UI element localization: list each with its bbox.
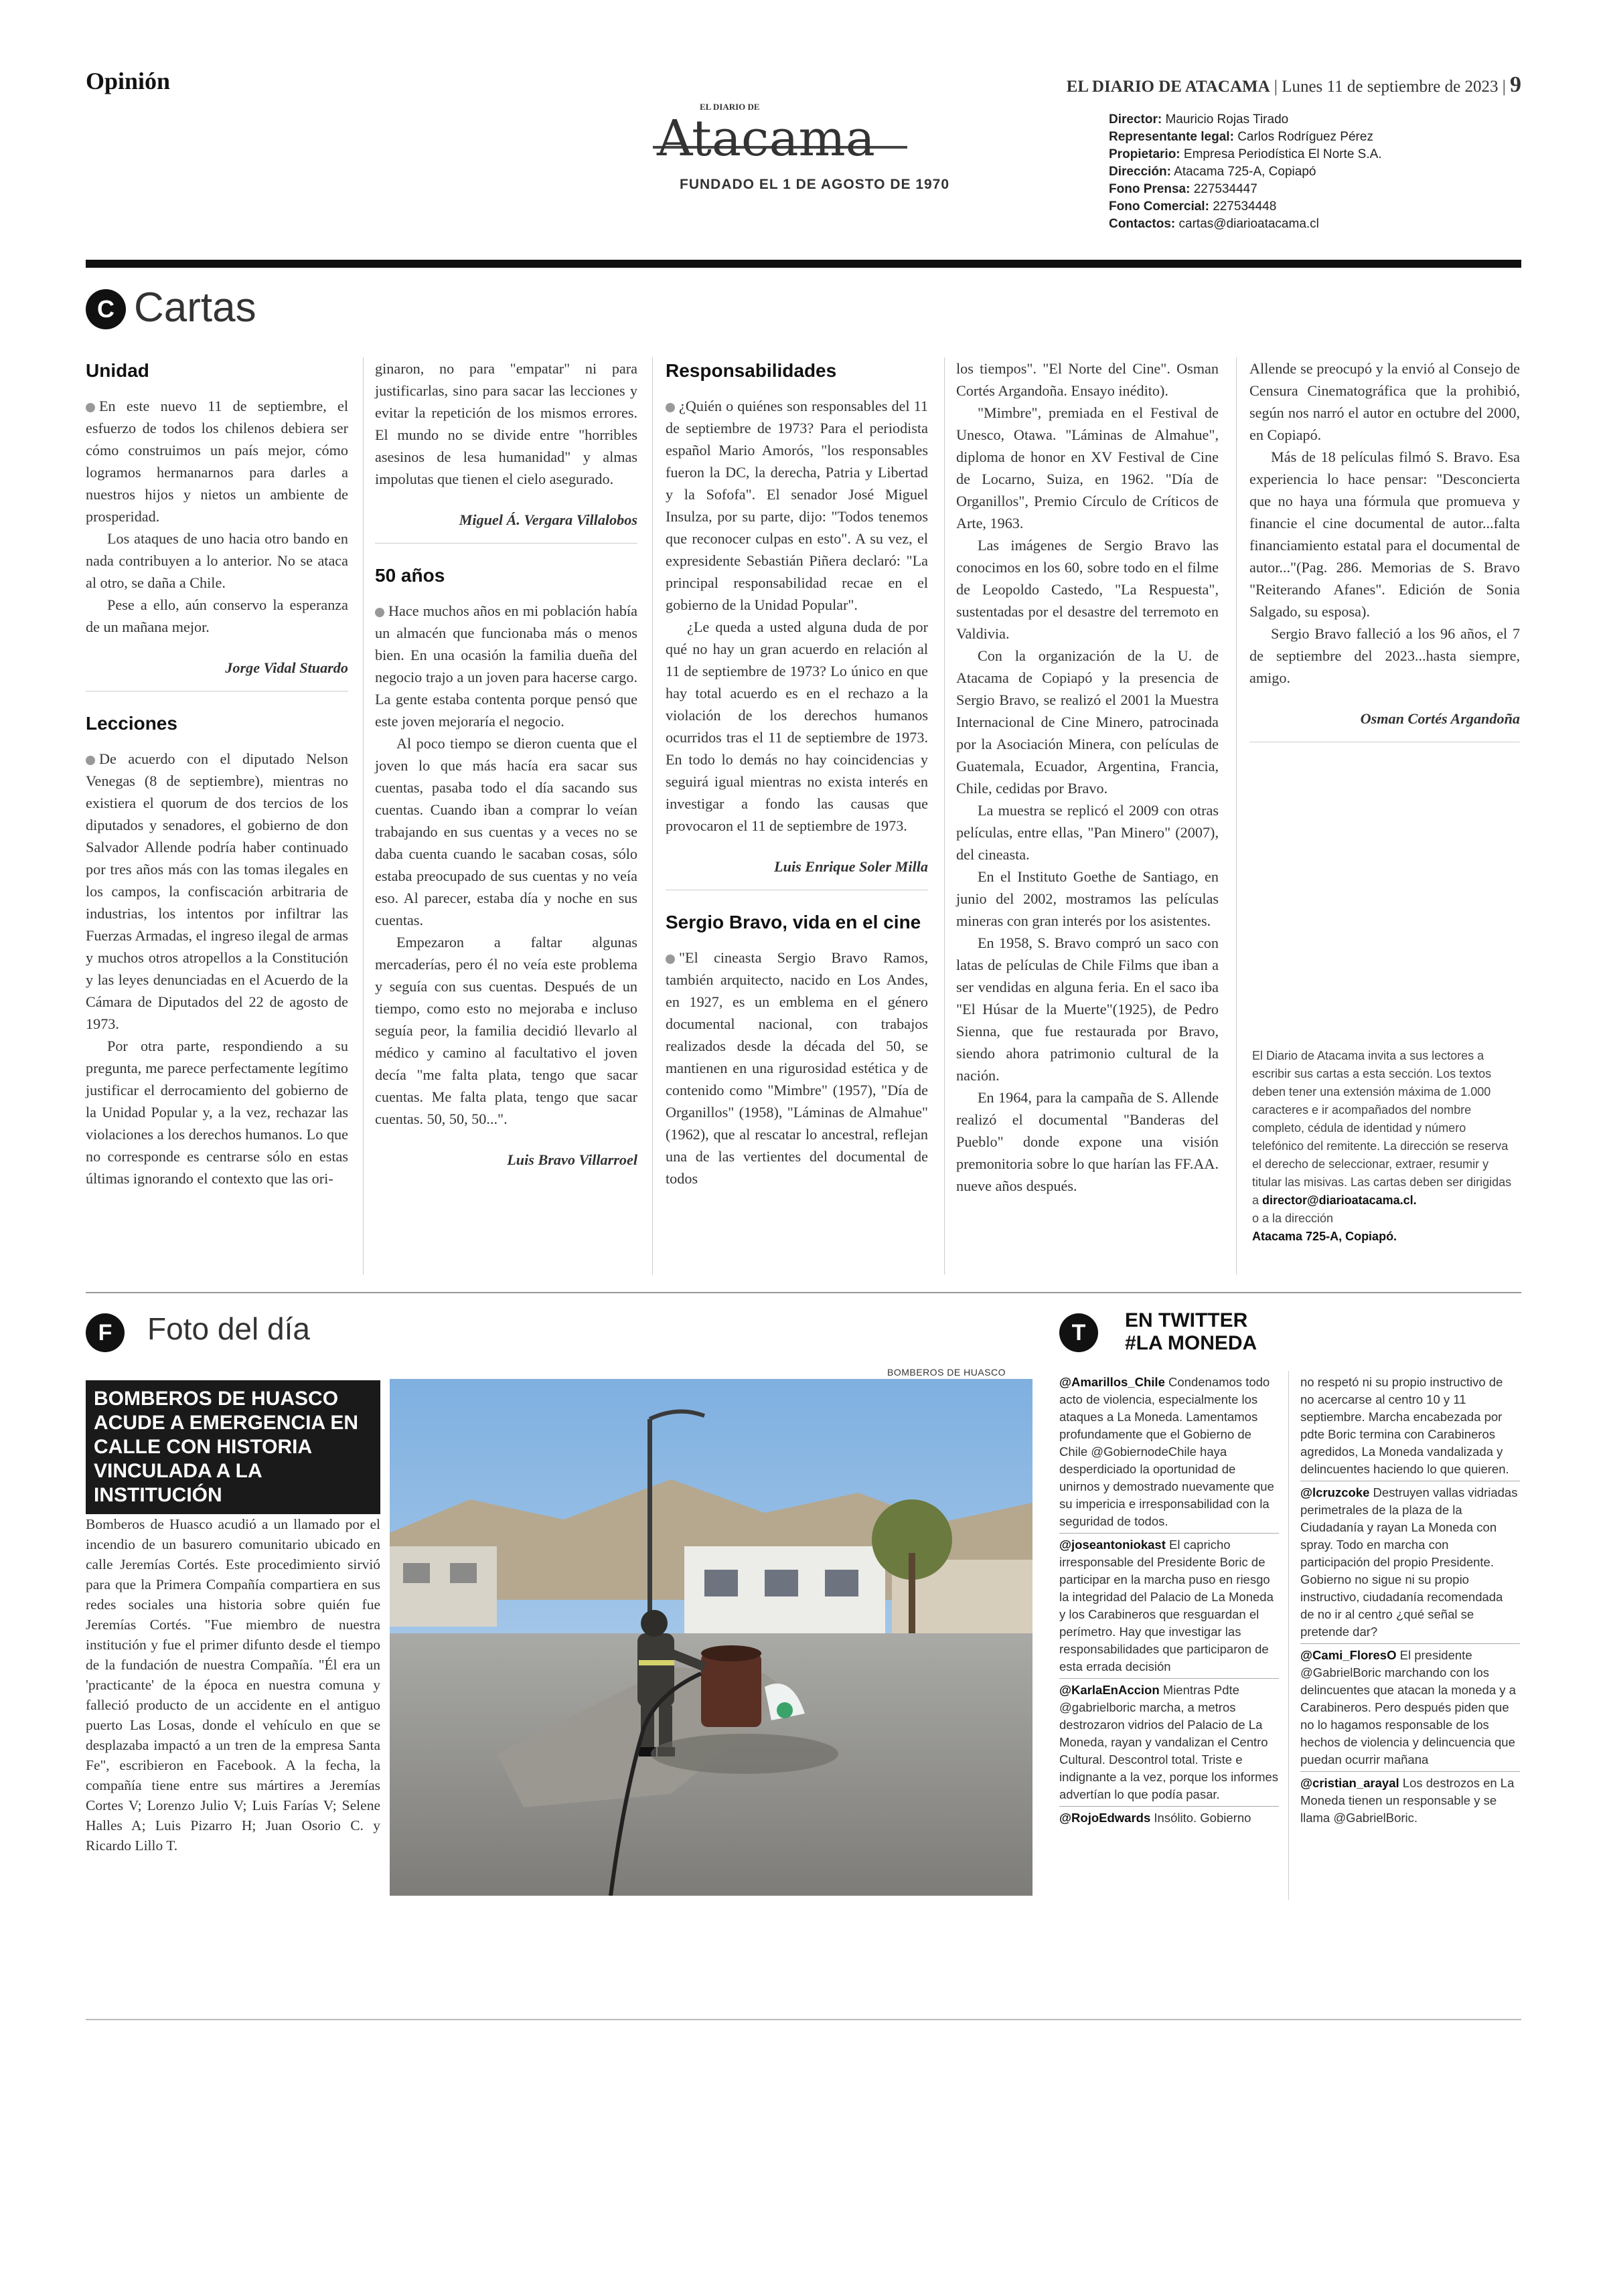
tweet: @Amarillos_Chile Condenamos todo acto de violencia, especialmente los ataques a La Moneda. Lamentamos profundamente que el Gobierno de Chile @GobiernodeChile haya desperdiciado la oportunidad de unirnos y demostrado nuevamente que su impericia e irresponsabilidad con la seguridad de todos. — [1059, 1371, 1279, 1534]
twitter-title: EN TWITTER #LA MONEDA — [1125, 1309, 1257, 1354]
letter-paragraph: Los ataques de uno hacia otro bando en nada contribuyen a lo anterior. No se ataca al otro, se daña a Chile. — [86, 530, 348, 591]
tweet: @lcruzcoke Destruyen vallas vidriadas perimetrales de la plaza de la Ciudadanía y rayan La Moneda con spray. Todo en marcha con participación del propio Presidente. Gobierno no sigue ni su propio instructivo, ciudadanía recomendada de no ir al centro ¿qué señal se pretende dar? — [1300, 1481, 1520, 1644]
page-number: 9 — [1510, 72, 1521, 97]
cartas-column-4 — [956, 357, 1219, 1197]
letter-title: Responsabilidades — [666, 360, 837, 381]
letter-paragraph: Por otra parte, respondiendo a su pregunta, me parece perfectamente legítimo justificar el derrocamiento del gobierno de la Unidad Popular y, a la vez, rechazar las violaciones a los derechos humanos. Lo que no corresponde es centrarse sólo en estas últimas ignorando el contexto que las ori- — [86, 1038, 348, 1187]
staff-row[interactable]: Contactos: cartas@diarioatacama.cl — [1109, 217, 1319, 231]
bullet-icon — [86, 756, 95, 765]
staff-row: Fono Prensa: 227534447 — [1109, 182, 1257, 196]
logo-main-text: Atacama — [657, 110, 875, 162]
foto-icon: F — [86, 1313, 125, 1352]
tweets-column-2 — [1300, 1371, 1520, 1829]
bullet-icon — [86, 403, 95, 412]
letter-paragraph: Sergio Bravo falleció a los 96 años, el 7 de septiembre del 2023...hasta siempre, amigo. — [1249, 625, 1520, 686]
cartas-column-5 — [1249, 357, 1520, 742]
tweets-column-1 — [1059, 1371, 1279, 1829]
staff-row: Propietario: Empresa Periodística El Norte S.A. — [1109, 147, 1382, 161]
letter-paragraph: En este nuevo 11 de septiembre, el esfuerzo de todos los chilenos debiera ser cómo construimos un país mejor, cómo logramos hermanarnos para darles a nuestros hijos y nietos un ambiente de prosperidad. — [86, 398, 348, 525]
letter-title: Sergio Bravo, vida en el cine — [666, 912, 921, 932]
letter-signature: Luis Enrique Soler Milla — [774, 858, 928, 875]
cartas-icon: C — [86, 289, 126, 329]
foto-headline: BOMBEROS DE HUASCO ACUDE A EMERGENCIA EN CALLE CON HISTORIA VINCULADA A LA INSTITUCIÓN — [86, 1380, 380, 1514]
foto-caption: Bomberos de Huasco acudió a un llamado por el incendio de un basurero comunitario ubicado en calle Jeremías Cortés. Este procedimiento sirvió para que la Primera Compañía compartiera en sus redes sociales una historia sobre quién fue Jeremías Cortés. "Fue miembro de nuestra institución y fue el primer difunto desde el tiempo de la fundación de nuestra Compañía. "Él era un 'practicante' de la época en nuestra comuna y falleció producto de un accidente en el antiguo puerto Las Losas, donde el vehículo en que se desplazaba impactó a un tren de la empresa Santa Fe", escribieron en Facebook. A la fecha, la compañía tiene entre sus mártires a Jeremías Cortes V; Lorenzo Julio V; Luis Farías V; Selene Halles A; Luis Pizarro H; Juan Osorio C. y Ricardo Lillo T. — [86, 1516, 380, 1854]
letter-title: Unidad — [86, 360, 149, 381]
divider — [375, 543, 637, 544]
cartas-title: Cartas — [134, 284, 256, 331]
letter-paragraph: Al poco tiempo se dieron cuenta que el joven lo que más hacía era sacar sus cuentas, pasaba todo el día sacando sus cuentas. Cuando iban a comprar lo veían trabajando en sus cuentas y a veces no se daba cuenta cuando le sacaban cosas, sólo estaba preocupado de sus cuentas y no veía eso. Al parecer, estaba día y noche en sus cuentas. — [375, 735, 637, 928]
letter-paragraph: De acuerdo con el diputado Nelson Venegas (8 de septiembre), mientras no existiera el quorum de dos tercios de los diputados y senadores, el gobierno de don Salvador Allende podría haber continuado por tres años más con las tomas ilegales en los campos, la confiscación arbitraria de industrias, los intentos por infiltrar las Fuerzas Armadas, el ingreso ilegal de armas y muchos otros atropellos a la Constitución y las leyes denunciadas en el Acuerdo de la Cámara de Diputados del 22 de agosto de 1973. — [86, 750, 348, 1032]
staff-row: Director: Mauricio Rojas Tirado — [1109, 112, 1289, 127]
tweet: @KarlaEnAccion Mientras Pdte @gabrielboric marcha, a metros destrozaron vidrios del Palacio de La Moneda, rayan y vandalizan el Centro Cultural. Descontrol total. Triste e indignante a la vez, porque los informes advertían lo que podía pasar. — [1059, 1679, 1279, 1807]
letter-paragraph: los tiempos". "El Norte del Cine". Osman Cortés Argandoña. Ensayo inédito). — [956, 360, 1219, 399]
cartas-column-3 — [666, 357, 928, 1190]
section-name: Opinión — [86, 68, 171, 94]
edition-date: Lunes 11 de septiembre de 2023 — [1282, 78, 1499, 96]
letter-paragraph: Pese a ello, aún conservo la esperanza de un mañana mejor. — [86, 596, 348, 635]
tweet-handle[interactable]: @joseantoniokast — [1059, 1538, 1166, 1552]
tweet-handle[interactable]: @Amarillos_Chile — [1059, 1375, 1165, 1389]
letter-paragraph: ginaron, no para "empatar" ni para justificarlas, sino para sacar las lecciones y evitar la repetición de los mismos errores. El mundo no se divide entre "horribles asesinos de lesa humanidad" y almas impolutas que tienen el cielo asegurado. — [375, 360, 637, 487]
letter-title: Lecciones — [86, 713, 177, 734]
letter-paragraph: En 1958, S. Bravo compró un saco con latas de películas de Chile Films que iban a ser vendidas en alguna feria. En el saco iba "El Húsar de la Muerte"(1925), de Pedro Sienna, que fue restaurada por Bravo, siendo ahora patrimonio cultural de la nación. — [956, 934, 1219, 1084]
bullet-icon — [666, 403, 675, 412]
tweet: @joseantoniokast El capricho irresponsable del Presidente Boric de participar en la marcha puso en riesgo la integridad del Palacio de La Moneda y los Carabineros que resguardan el perímetro. Hay que investigar las responsabilidades que participaron de esta errada decisión — [1059, 1534, 1279, 1679]
photo-credit: BOMBEROS DE HUASCO — [887, 1367, 1006, 1378]
paper-name: EL DIARIO DE ATACAMA — [1066, 78, 1270, 96]
letters-notice: El Diario de Atacama invita a sus lectores a escribir sus cartas a esta sección. Los textos deben tener una extensión máxima de 1.000 caracteres e ir acompañados del nombre completo, cédula de identidad y número telefónico del remitente. La dirección se reserva el derecho de seleccionar, extraer, resumir y titular las misivas. Las cartas deben ser dirigidas a director@diarioatacama.cl. o a la dirección Atacama 725-A, Copiapó. — [1252, 1049, 1512, 1243]
logo-small-text: EL DIARIO DE — [700, 102, 760, 112]
notice-email[interactable]: director@diarioatacama.cl. — [1262, 1194, 1417, 1207]
letter-title: 50 años — [375, 565, 445, 586]
letter-paragraph: ¿Le queda a usted alguna duda de por qué no hay un gran acuerdo en relación al 11 de septiembre de 1973? Lo único en que hay total acuerdo es en el rechazo a la violación de los derechos humanos ocurridos tras el 11 de septiembre de 1973. En todo lo demás no hay coincidencias y seguirá igual mientras no exista interés en investigar a fondo las causas que provocaron el 11 de septiembre de 1973. — [666, 619, 928, 834]
letter-paragraph: En 1964, para la campaña de S. Allende realizó el documental "Banderas del Pueblo" donde expone una visión premonitoria sobre lo que harían las FF.AA. nueve años después. — [956, 1089, 1219, 1194]
tweet-handle[interactable]: @lcruzcoke — [1300, 1485, 1370, 1499]
founded-date: FUNDADO EL 1 DE AGOSTO DE 1970 — [680, 177, 950, 192]
twitter-section-icon: T — [1059, 1313, 1098, 1352]
top-rule — [86, 260, 1521, 268]
letter-paragraph: "El cineasta Sergio Bravo Ramos, también arquitecto, nacido en Los Andes, en 1927, es un emblema en el género documental nacional, con trabajos realizados desde la década del 50, se mantienen en una rigurosidad estética y de contenido como "Mimbre" (1957), "Día de Organillos" (1958), "Láminas de Almahue" (1962), que al rescatar lo ancestral, reflejan una de las vertientes del documental de todos — [666, 949, 928, 1187]
letter-paragraph: "Mimbre", premiada en el Festival de Unesco, Otawa. "Láminas de Almahue", diploma de honor en XV Festival de Cine de Locarno, Suiza, en 1962. "Día de Organillos", Premio Círculo de Críticos de Arte, 1963. — [956, 404, 1219, 531]
tweet-handle[interactable]: @cristian_arayal — [1300, 1776, 1399, 1790]
section-rule — [86, 1292, 1521, 1293]
letter-signature: Miguel Á. Vergara Villalobos — [459, 511, 637, 528]
staff-row: Dirección: Atacama 725-A, Copiapó — [1109, 165, 1316, 179]
tweet: @Cami_FloresO El presidente @GabrielBoric marchando con los delincuentes que atacan la moneda y a Carabineros. Pero después piden que no lo hagamos responsable de los hechos de violencia y delincuencia que puedan ocurrir mañana — [1300, 1644, 1520, 1772]
masthead-line: EL DIARIO DE ATACAMA | Lunes 11 de septiembre de 2023 | 9 — [1066, 72, 1521, 97]
firefighter-photo — [390, 1379, 1032, 1896]
staff-row: Fono Comercial: 227534448 — [1109, 199, 1277, 214]
letter-signature: Osman Cortés Argandoña — [1360, 710, 1520, 727]
letter-paragraph: En el Instituto Goethe de Santiago, en junio del 2002, mostramos las películas mineras con gran interés por los asistentes. — [956, 868, 1219, 929]
column-divider — [363, 357, 364, 1275]
tweet: @cristian_arayal Los destrozos en La Moneda tienen un responsable y se llama @GabrielBoric. — [1300, 1776, 1515, 1825]
letter-paragraph: Las imágenes de Sergio Bravo las conocimos en los 60, sobre todo en el filme de Leopoldo Castedo, "La Respuesta", sustentadas por el desastre del terremoto en Valdivia. — [956, 537, 1219, 642]
bullet-icon — [375, 608, 384, 617]
staff-box — [1109, 111, 1382, 233]
letter-paragraph: Con la organización de la U. de Atacama de Copiapó y la presencia de Sergio Bravo, se realizó el 2001 la Muestra Internacional de Cine Minero, patrocinada por la Asociación Minera, con películas de Guatemala, Ecuador, Argentina, Francia, Chile, cedidas por Bravo. — [956, 647, 1219, 797]
tweet: @RojoEdwards Insólito. Gobierno — [1059, 1811, 1251, 1825]
bullet-icon — [666, 955, 675, 964]
column-divider — [944, 357, 945, 1275]
tweet-handle[interactable]: @KarlaEnAccion — [1059, 1683, 1160, 1697]
cartas-column-1 — [86, 357, 348, 1190]
letter-paragraph: Hace muchos años en mi población había un almacén que funcionaba más o menos bien. En una ocasión la familia dueña del negocio trajo a un joven para hacerse cargo. La gente estaba contenta porque pensó que este joven mejoraría el negocio. — [375, 602, 637, 730]
tweet: no respetó ni su propio instructivo de no acercarse al centro 10 y 11 septiembre. Marcha encabezada por pdte Boric termina con Carabineros agredidos, La Moneda vandalizada y delincuentes haciendo lo que quieren. — [1300, 1371, 1520, 1481]
letter-paragraph: La muestra se replicó el 2009 con otras películas, entre ellas, "Pan Minero" (2007), del cineasta. — [956, 802, 1219, 863]
foto-title: Foto del día — [147, 1311, 310, 1346]
column-divider — [1288, 1371, 1289, 1900]
tweet-handle[interactable]: @Cami_FloresO — [1300, 1648, 1397, 1662]
letter-signature: Jorge Vidal Stuardo — [225, 659, 348, 676]
letter-signature: Luis Bravo Villarroel — [507, 1151, 637, 1168]
notice-address: Atacama 725-A, Copiapó. — [1252, 1230, 1397, 1243]
column-divider — [652, 357, 653, 1275]
logo-graphic — [653, 100, 907, 162]
bottom-rule — [86, 2019, 1521, 2020]
staff-row: Representante legal: Carlos Rodríguez Pérez — [1109, 130, 1373, 144]
letter-paragraph: Empezaron a faltar algunas mercaderías, pero él no veía este problema y seguía con sus cuentas. Después de un tiempo, como esto no mejoraba e incluso seguía peor, la familia decidió llevarlo al médico y camino al facultativo el joven decía "me falta plata, tengo que sacar cuentas. Me falta plata, tengo que sacar cuentas. 50, 50, 50...". — [375, 934, 637, 1127]
letter-paragraph: Más de 18 películas filmó S. Bravo. Esa experiencia lo hace pensar: "Desconcierta que no haya una fórmula que promueva y financie el cine documental de autor...falta financiamiento estatal para el documental de autor..."(Pag. 286. Memorias de S. Bravo "Reiterando Afanes". Edición de Sonia Salgado, su esposa). — [1249, 448, 1520, 620]
letter-paragraph: Allende se preocupó y la envió al Consejo de Censura Cinematográfica que la prohibió, según nos narró el autor en octubre del 2000, en Copiapó. — [1249, 360, 1520, 443]
tweet-handle[interactable]: @RojoEdwards — [1059, 1811, 1151, 1825]
letter-paragraph: ¿Quién o quiénes son responsables del 11 de septiembre de 1973? Para el periodista español Mario Amorós, "los responsables fueron la DC, la derecha, Patria y Libertad y la Sofofa". El senador José Miguel Insulza, por su parte, dijo: "Todos tenemos que reconocer culpas en esto". A su vez, el expresidente Sebastián Piñera declaró: "La principal responsabilidad recae en el gobierno de la Unidad Popular". — [666, 398, 928, 613]
cartas-column-2 — [375, 357, 637, 1171]
column-divider — [1236, 357, 1237, 1275]
newspaper-logo — [653, 100, 907, 162]
